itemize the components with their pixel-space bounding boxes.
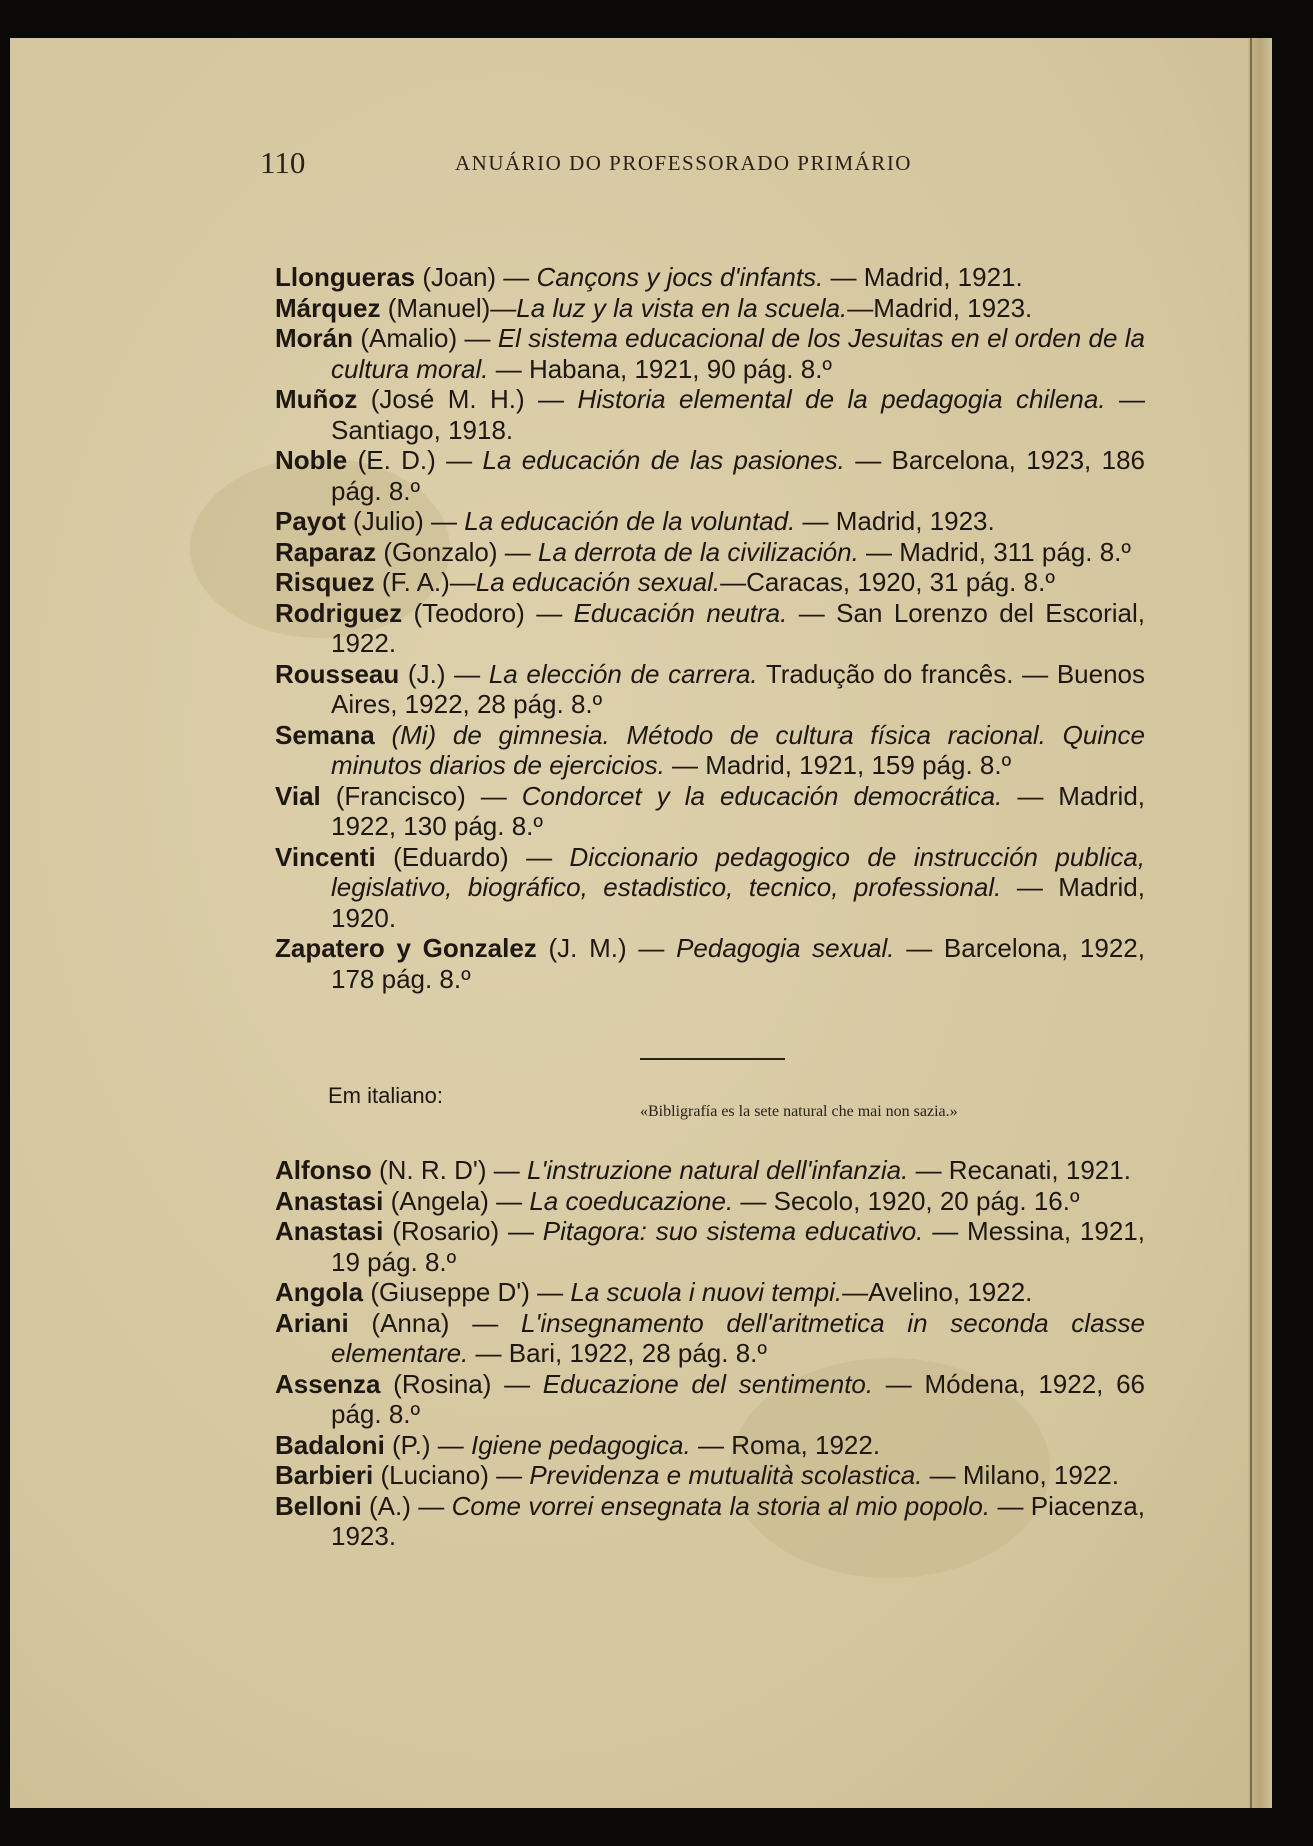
entry-work-title: La luz y la vista en la scuela. (516, 292, 848, 323)
entry-author-rest: (Anna) — (348, 1307, 521, 1338)
entry-publication-details: —Avelino, 1922. (842, 1277, 1033, 1307)
entry-publication-details: — Madrid, 1921. (823, 262, 1023, 292)
running-title: ANUÁRIO DO PROFESSORADO PRIMÁRIO (455, 151, 912, 175)
entry-publication-details: —Caracas, 1920, 31 pág. 8.º (720, 567, 1055, 597)
entry-publication-details: — Santiago, 1918. (331, 384, 1145, 445)
entry-publication-details: — Recanati, 1921. (908, 1155, 1131, 1185)
entry-author-rest: (Luciano) — (373, 1460, 530, 1490)
entry-work-title: L'insegnamento dell'aritmetica in seconda classe elementare. (331, 1307, 1145, 1368)
entry-work-title: La educación de las pasiones. (482, 445, 845, 475)
entry-publication-details: — Messina, 1921, 19 pág. 8.º (331, 1216, 1145, 1277)
entry-work-title: Educazione del sentimento. (542, 1368, 874, 1399)
entry-author-surname: Rousseau (275, 658, 400, 689)
gutter-line (1250, 38, 1252, 1808)
entry-author-surname: Risquez (275, 567, 375, 597)
entry-author-surname: Noble (275, 445, 348, 475)
entry-author-surname: Márquez (275, 292, 381, 323)
entry-author-surname: Llongueras (275, 262, 416, 292)
entry-publication-details: — Habana, 1921, 90 pág. 8.º (488, 353, 832, 384)
entry-publication-details: — Módena, 1922, 66 pág. 8.º (331, 1368, 1145, 1429)
entry-publication-details: — Piacenza, 1923. (331, 1490, 1145, 1551)
bibliography-entry (275, 933, 1145, 994)
bibliography-entry (275, 537, 1145, 568)
entry-work-title: Igiene pedagogica. (471, 1429, 691, 1460)
italian-bibliography (275, 1155, 1145, 1552)
entry-author-surname: Raparaz (275, 536, 377, 567)
entry-author-rest: (F. A.)— (374, 567, 476, 597)
entry-publication-details: Tradução do francês. — Buenos Aires, 1922, 28 pág. 8.º (331, 658, 1145, 719)
entry-publication-details: — Milano, 1922. (922, 1460, 1119, 1490)
bibliography-entry (275, 323, 1145, 384)
bibliography-entry (275, 1369, 1145, 1430)
entry-publication-details: — Madrid, 1922, 130 pág. 8.º (331, 780, 1146, 841)
entry-author-surname: Vial (275, 780, 321, 811)
entry-author-rest: (Rosina) — (380, 1368, 543, 1399)
entry-work-title: Condorcet y la educación democrática. (521, 780, 1003, 811)
entry-author-surname: Barbieri (275, 1460, 374, 1490)
entry-author-rest: (Giuseppe D') — (363, 1277, 571, 1307)
entry-author-surname: Ariani (275, 1307, 349, 1338)
entry-author-rest: (José M. H.) — (357, 384, 578, 414)
bibliography-entry (275, 1460, 1145, 1491)
entry-author-rest: (Rosario) — (383, 1216, 543, 1246)
entry-publication-details: — Barcelona, 1922, 178 pág. 8.º (331, 933, 1145, 994)
entry-work-title: Come vorrei ensegnata la storia al mio popolo. (451, 1490, 991, 1521)
entry-publication-details: — Madrid, 1921, 159 pág. 8.º (664, 750, 1012, 780)
entry-author-surname: Zapatero y Gonzalez (275, 933, 537, 963)
entry-author-rest: (Angela) — (383, 1185, 530, 1216)
entry-author-surname: Belloni (275, 1490, 362, 1521)
bibliography-entry (275, 1186, 1145, 1217)
entry-work-title: L'instruzione natural dell'infanzia. (526, 1155, 909, 1185)
entry-author-surname: Angola (275, 1277, 364, 1307)
bibliography-entry (275, 445, 1145, 506)
entry-author-surname: Rodriguez (275, 597, 403, 628)
entry-author-surname: Badaloni (275, 1429, 385, 1460)
entry-author-rest: (Eduardo) — (375, 841, 570, 872)
bibliography-entry (275, 598, 1145, 659)
entry-author-rest (375, 720, 392, 750)
bibliography-entry (275, 567, 1145, 598)
entry-publication-details: — San Lorenzo del Escorial, 1922. (331, 597, 1145, 658)
entry-publication-details: — Barcelona, 1923, 186 pág. 8.º (331, 445, 1146, 506)
entry-publication-details: — Madrid, 311 pág. 8.º (858, 536, 1131, 567)
entry-work-title: Educación neutra. (573, 597, 788, 628)
entry-publication-details: — Bari, 1922, 28 pág. 8.º (468, 1338, 767, 1368)
bibliography-entry (275, 842, 1145, 934)
entry-author-rest: (Manuel)— (380, 292, 517, 323)
bibliography-entry (275, 1430, 1145, 1461)
entry-work-title: (Mi) de gimnesia. Método de cultura física racional. Quince minutos diarios de ejercicios. (331, 719, 1145, 780)
bibliography-entry (275, 506, 1145, 537)
entry-work-title: Historia elemental de la pedagogia chilena. (577, 384, 1106, 414)
entry-author-surname: Alfonso (275, 1155, 372, 1185)
entry-author-rest: (Gonzalo) — (376, 536, 538, 567)
entry-work-title: Previdenza e mutualità scolastica. (529, 1460, 923, 1490)
page-number: 110 (260, 145, 306, 180)
entry-work-title: La educación sexual. (475, 567, 721, 597)
entry-work-title: La educación de la voluntad. (464, 506, 796, 536)
section-label: Em italiano: (328, 1083, 443, 1108)
bibliography-entry (275, 781, 1145, 842)
entry-work-title: Cançons y jocs d'infants. (536, 262, 824, 292)
spanish-bibliography (275, 262, 1145, 994)
entry-author-surname: Morán (275, 323, 353, 353)
entry-author-rest: (Teodoro) — (402, 597, 574, 628)
entry-author-surname: Anastasi (275, 1185, 384, 1216)
entry-author-rest: (Joan) — (415, 262, 537, 292)
entry-author-rest: (J.) — (399, 658, 489, 689)
entry-publication-details: —Madrid, 1923. (847, 292, 1033, 323)
bibliography-entry (275, 1216, 1145, 1277)
entry-work-title: La coeducazione. (529, 1185, 734, 1216)
entry-author-surname: Semana (275, 719, 375, 750)
entry-work-title: El sistema educacional de los Jesuitas en el orden de la cultura moral. (331, 323, 1145, 384)
bibliography-entry (275, 659, 1145, 720)
entry-author-surname: Anastasi (275, 1216, 384, 1246)
entry-publication-details: — Madrid, 1920. (331, 872, 1145, 933)
entry-work-title: Diccionario pedagogico de instrucción publica, legislativo, biográfico, estadistico, tecnico, professional. (331, 841, 1146, 902)
epigraph: «Bibligrafía es la sete natural che mai non sazia.» (640, 1103, 958, 1120)
entry-author-surname: Vincenti (275, 841, 376, 872)
bibliography-entry (275, 1308, 1145, 1369)
bibliography-entry (275, 1155, 1145, 1186)
entry-author-rest: (J. M.) — (536, 933, 677, 963)
entry-author-surname: Assenza (275, 1368, 381, 1399)
entry-work-title: Pitagora: suo sistema educativo. (542, 1216, 924, 1246)
entry-author-rest: (P.) — (384, 1429, 471, 1460)
entry-author-rest: (N. R. D') — (371, 1155, 527, 1185)
entry-publication-details: — Roma, 1922. (690, 1429, 881, 1460)
entry-author-rest: (E. D.) — (347, 445, 483, 475)
entry-author-surname: Payot (275, 506, 346, 536)
bibliography-entry (275, 1491, 1145, 1552)
entry-author-rest: (Amalio) — (353, 323, 498, 353)
entry-work-title: La derrota de la civilización. (537, 536, 859, 567)
entry-work-title: La elección de carrera. (488, 658, 758, 689)
bibliography-entry (275, 1277, 1145, 1308)
bibliography-entry (275, 293, 1145, 324)
bibliography-entry (275, 262, 1145, 293)
page-header (260, 145, 1020, 195)
section-divider (640, 1058, 785, 1060)
entry-author-rest: (Francisco) — (320, 780, 522, 811)
entry-author-rest: (A.) — (361, 1490, 452, 1521)
bibliography-entry (275, 384, 1145, 445)
entry-publication-details: — Madrid, 1923. (795, 506, 995, 536)
bibliography-entry (275, 720, 1145, 781)
entry-author-surname: Muñoz (275, 384, 358, 414)
entry-work-title: La scuola i nuovi tempi. (570, 1277, 843, 1307)
entry-work-title: Pedagogia sexual. (676, 933, 895, 963)
entry-author-rest: (Julio) — (345, 506, 465, 536)
entry-publication-details: — Secolo, 1920, 20 pág. 16.º (733, 1185, 1080, 1216)
